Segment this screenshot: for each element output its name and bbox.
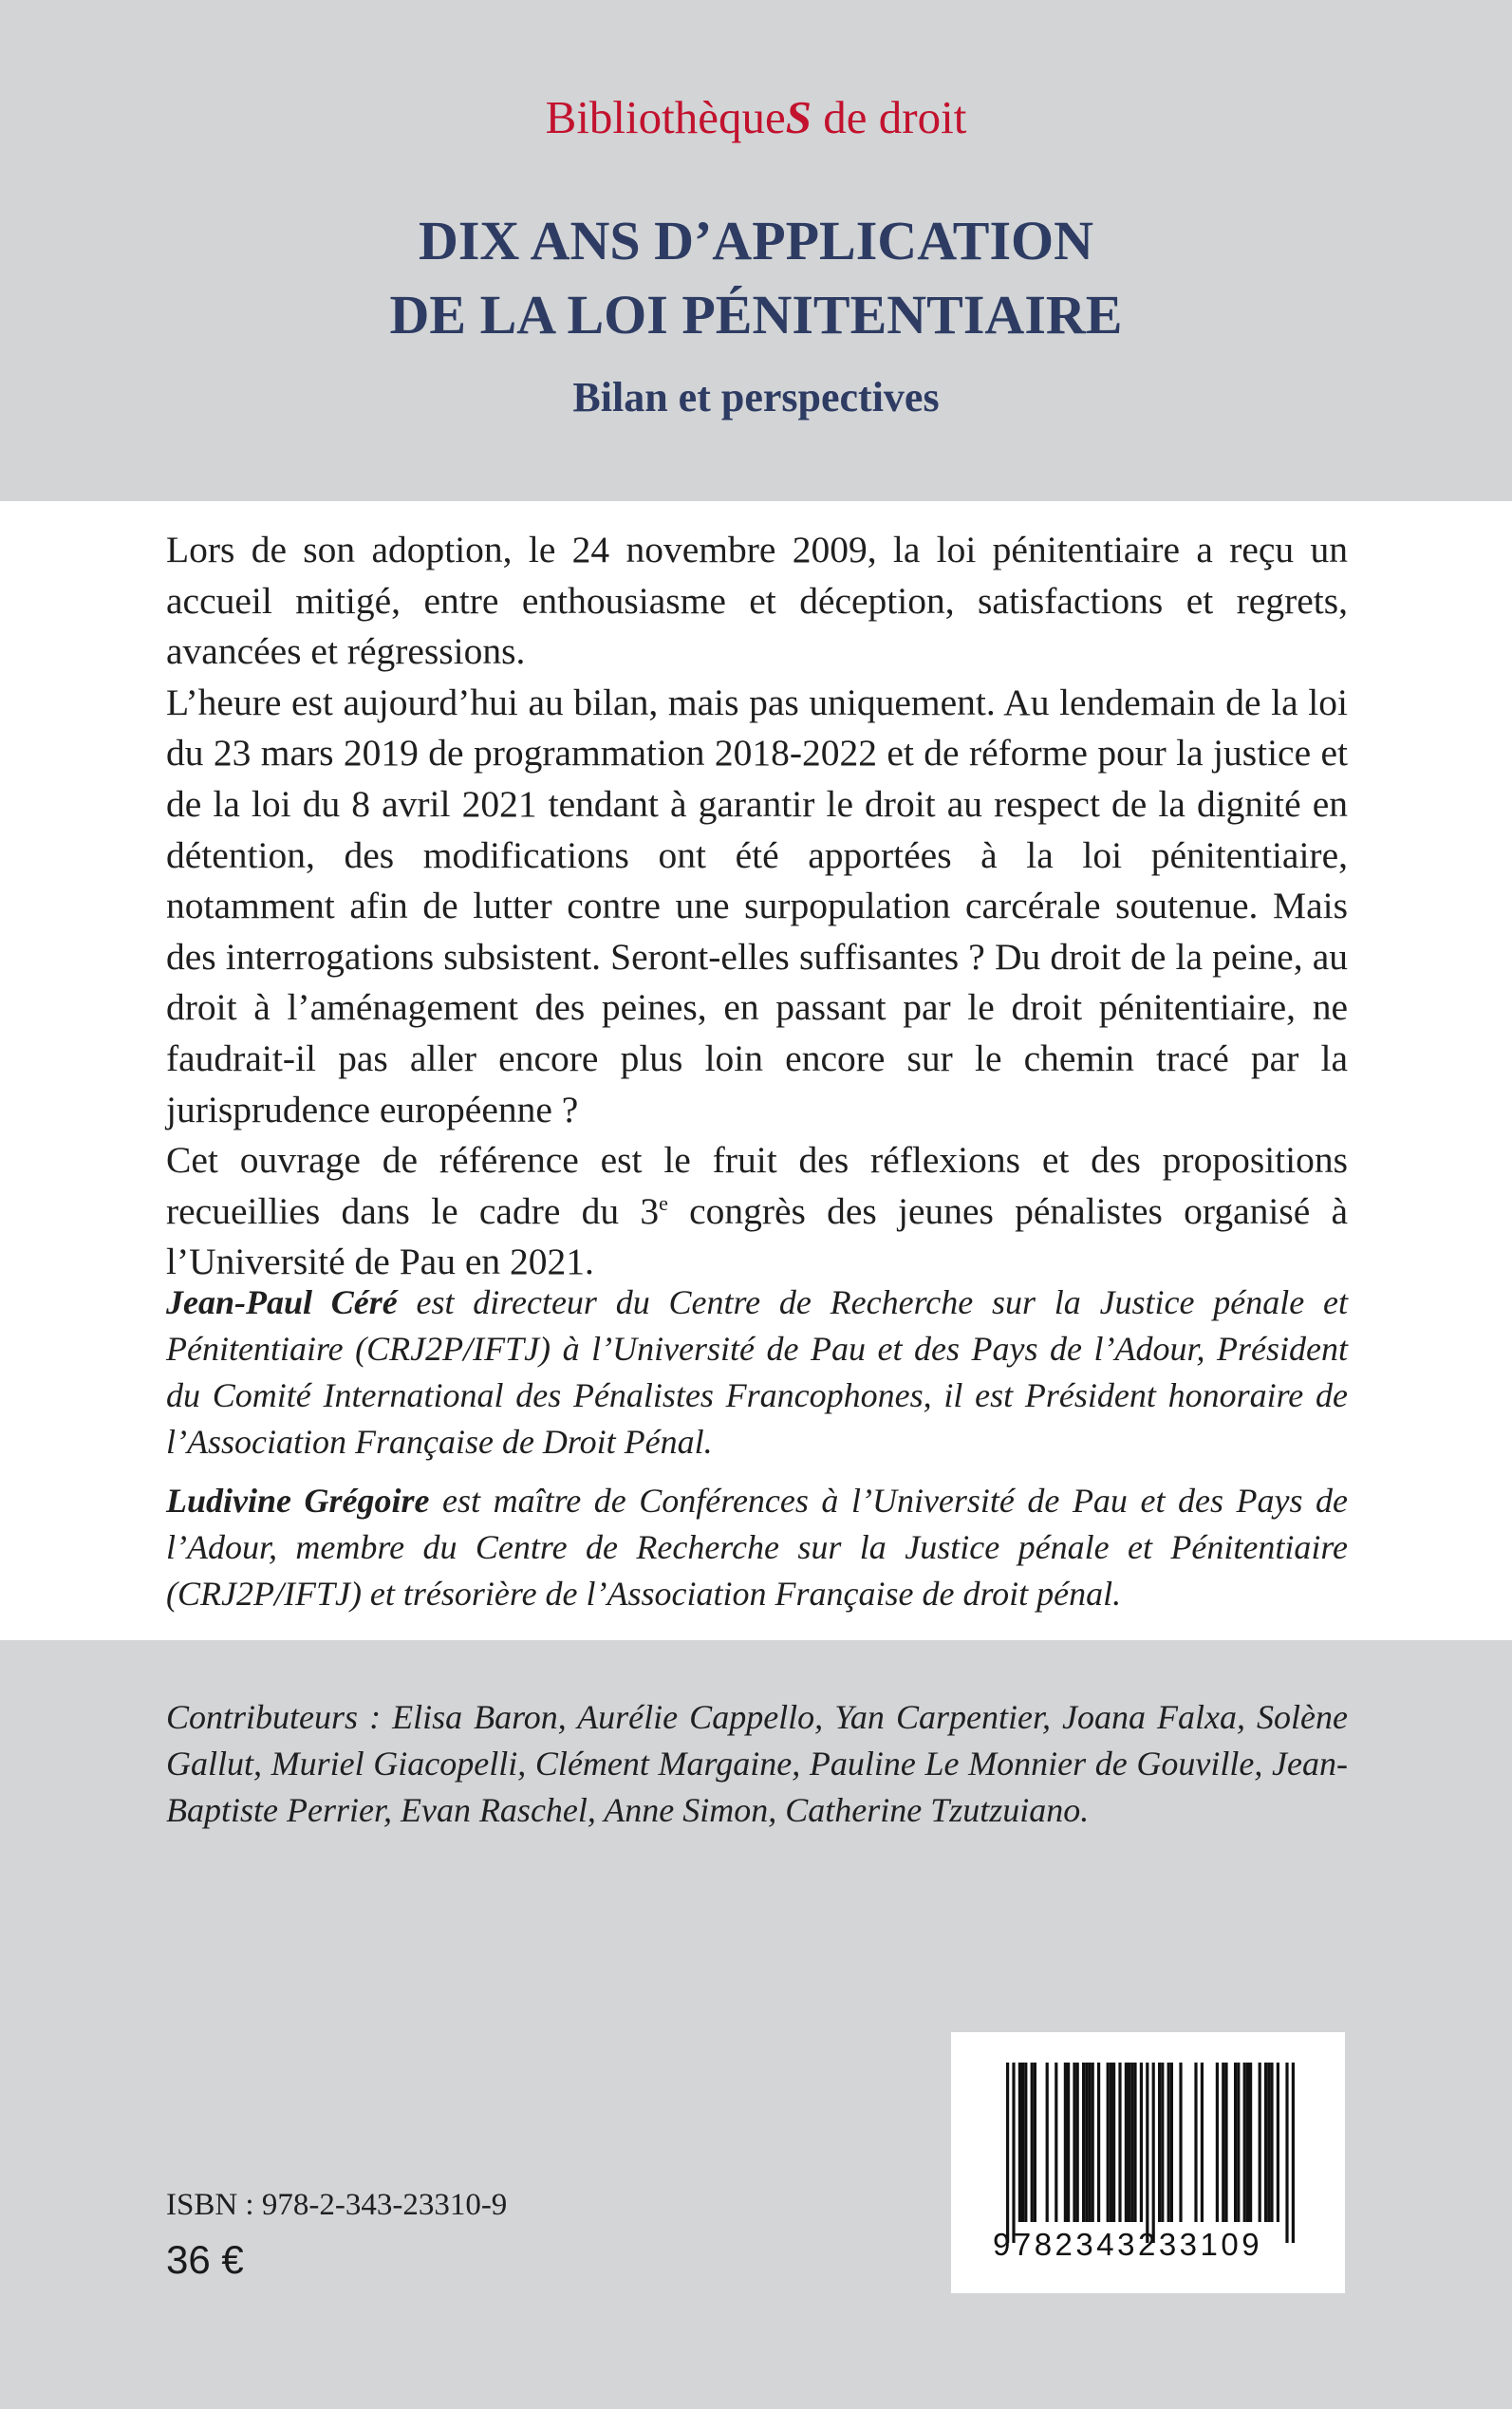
- barcode-bar: [1249, 2063, 1252, 2222]
- book-summary: [166, 525, 1348, 1288]
- barcode-bar: [1085, 2063, 1088, 2222]
- barcode-bar: [1216, 2063, 1219, 2222]
- barcode-bar: [1097, 2063, 1100, 2222]
- book-title: [0, 204, 1512, 352]
- barcode-bar: [1201, 2063, 1204, 2222]
- summary-p3-end: congrès des jeunes pénalistes organisé à l’Université de Pau en 2021.: [166, 1189, 1348, 1283]
- barcode-bar: [1006, 2063, 1009, 2243]
- contributors-list: Contributeurs : Elisa Baron, Aurélie Cappello, Yan Carpentier, Joana Falxa, Solène Gallut, Muriel Giacopelli, Clément Margaine, Pauline Le Monnier de Gouville, Jean-Baptiste Perrier, Evan Raschel, Anne Simon, Catherine Tzutzuiano.: [166, 1698, 1348, 1829]
- title-line-1: DIX ANS D’APPLICATION: [418, 210, 1094, 271]
- barcode-bar: [1107, 2063, 1110, 2222]
- barcode-bar: [1140, 2063, 1143, 2222]
- barcode-bar: [1292, 2063, 1295, 2243]
- barcode-bar: [1031, 2063, 1034, 2222]
- summary-paragraph-2: L’heure est aujourd’hui au bilan, mais pas uniquement. Au lendemain de la loi du 23 mars 2019 de programmation 2018-2022 et de réforme pour la justice et de la loi du 8 avril 2021 tendant à garantir le droit au respect de la dignité en détention, des modifications ont été apportées à la loi pénitentiaire, notamment afin de lutter contre une surpopulation carcérale soutenue. Mais des interrogations subsistent. Seront-elles suffisantes ? Du droit de la peine, au droit à l’aménagement des peines, en passant par le droit pénitentiaire, ne faudrait-il pas aller encore plus loin encore sur le chemin tracé par la jurisprudence européenne ?: [166, 681, 1348, 1130]
- barcode-bar: [1018, 2063, 1021, 2222]
- barcode-bar: [1133, 2063, 1136, 2222]
- barcode-bar: [1152, 2063, 1155, 2243]
- author-bio: [166, 1279, 1348, 1466]
- barcode-bar: [1021, 2063, 1024, 2222]
- series-italic-letter: S: [785, 91, 812, 143]
- barcode-bar: [1073, 2063, 1075, 2222]
- barcode-bar: [1112, 2063, 1115, 2222]
- barcode-bar: [1194, 2063, 1197, 2222]
- barcode-bar: [1024, 2063, 1027, 2222]
- barcode-bar: [1034, 2063, 1036, 2222]
- barcode-bar: [1267, 2063, 1270, 2222]
- barcode-bar: [1067, 2063, 1070, 2222]
- barcode-bar: [1234, 2063, 1237, 2222]
- summary-p3-start: Cet ouvrage de référence est le fruit des réflexions et des propositions recueillies dans le cadre du 3: [166, 1139, 1348, 1232]
- barcode-bar: [1167, 2063, 1170, 2222]
- author-bio-text: est directeur du Centre de Recherche sur la Justice pénale et Pénitentiaire (CRJ2P/IFTJ) à l’Université de Pau et des Pays de l’Adour, Président du Comité International des Pénalistes Francophones, il est Président honoraire de l’Association Française de Droit Pénal.: [166, 1283, 1349, 1461]
- series-name: [0, 90, 1512, 144]
- barcode-bar: [1128, 2063, 1130, 2222]
- barcode-bar: [1064, 2063, 1067, 2222]
- price-label: 36 €: [166, 2237, 244, 2282]
- barcode-bar: [1146, 2063, 1148, 2243]
- barcode-bar: [1246, 2063, 1249, 2222]
- barcode-bar: [1110, 2063, 1112, 2222]
- barcode-bar: [1179, 2063, 1182, 2222]
- series-prefix: Bibliothèque: [545, 91, 786, 143]
- summary-paragraph-3: [166, 1135, 1348, 1288]
- book-subtitle: Bilan et perspectives: [572, 374, 940, 420]
- barcode-bar: [1170, 2063, 1173, 2222]
- barcode-bar: [1088, 2063, 1091, 2222]
- barcode-bar: [1118, 2063, 1121, 2222]
- barcode-bar: [1125, 2063, 1128, 2222]
- barcode-bar: [1285, 2063, 1288, 2243]
- author-name: Ludivine Grégoire: [166, 1482, 430, 1520]
- barcode-bar: [1224, 2063, 1227, 2222]
- barcode-bar: [1161, 2063, 1164, 2222]
- ordinal-superscript: e: [659, 1190, 668, 1215]
- barcode-bar: [1222, 2063, 1224, 2222]
- barcode-bar: [1270, 2063, 1273, 2222]
- barcode: [951, 2032, 1345, 2293]
- author-name: Jean-Paul Céré: [166, 1283, 398, 1321]
- barcode-bar: [1243, 2063, 1246, 2222]
- barcode-bar: [1158, 2063, 1161, 2222]
- isbn-label: ISBN : 978-2-343-23310-9: [166, 2188, 508, 2222]
- barcode-bar: [1259, 2063, 1261, 2222]
- author-bio-text: est maître de Conférences à l’Université de Pau et des Pays de l’Adour, membre du Centre de Recherche sur la Justice pénale et Pénitentiaire (CRJ2P/IFTJ) et trésorière de l’Association Française de droit pénal.: [166, 1482, 1348, 1613]
- barcode-bar: [1012, 2063, 1015, 2243]
- barcode-bar: [1237, 2063, 1240, 2222]
- barcode-bar: [1055, 2063, 1057, 2222]
- summary-paragraph-1: Lors de son adoption, le 24 novembre 2009, la loi pénitentiaire a reçu un accueil mitigé, entre enthousiasme et déception, satisfactions et regrets, avancées et régressions.: [166, 529, 1348, 673]
- barcode-bar: [1277, 2063, 1279, 2222]
- series-suffix: de droit: [812, 91, 967, 143]
- barcode-bar: [1076, 2063, 1079, 2222]
- barcode-bar: [1046, 2063, 1049, 2222]
- author-bio: [166, 1478, 1348, 1617]
- barcode-bar: [1130, 2063, 1133, 2222]
- barcode-digits: 9782343233109: [993, 2227, 1263, 2262]
- barcode-bar: [1264, 2063, 1267, 2222]
- barcode-bar: [1082, 2063, 1085, 2222]
- author-bios: [166, 1279, 1348, 1630]
- title-line-2: DE LA LOI PÉNITENTIAIRE: [389, 284, 1123, 345]
- barcode-bar: [1092, 2063, 1094, 2222]
